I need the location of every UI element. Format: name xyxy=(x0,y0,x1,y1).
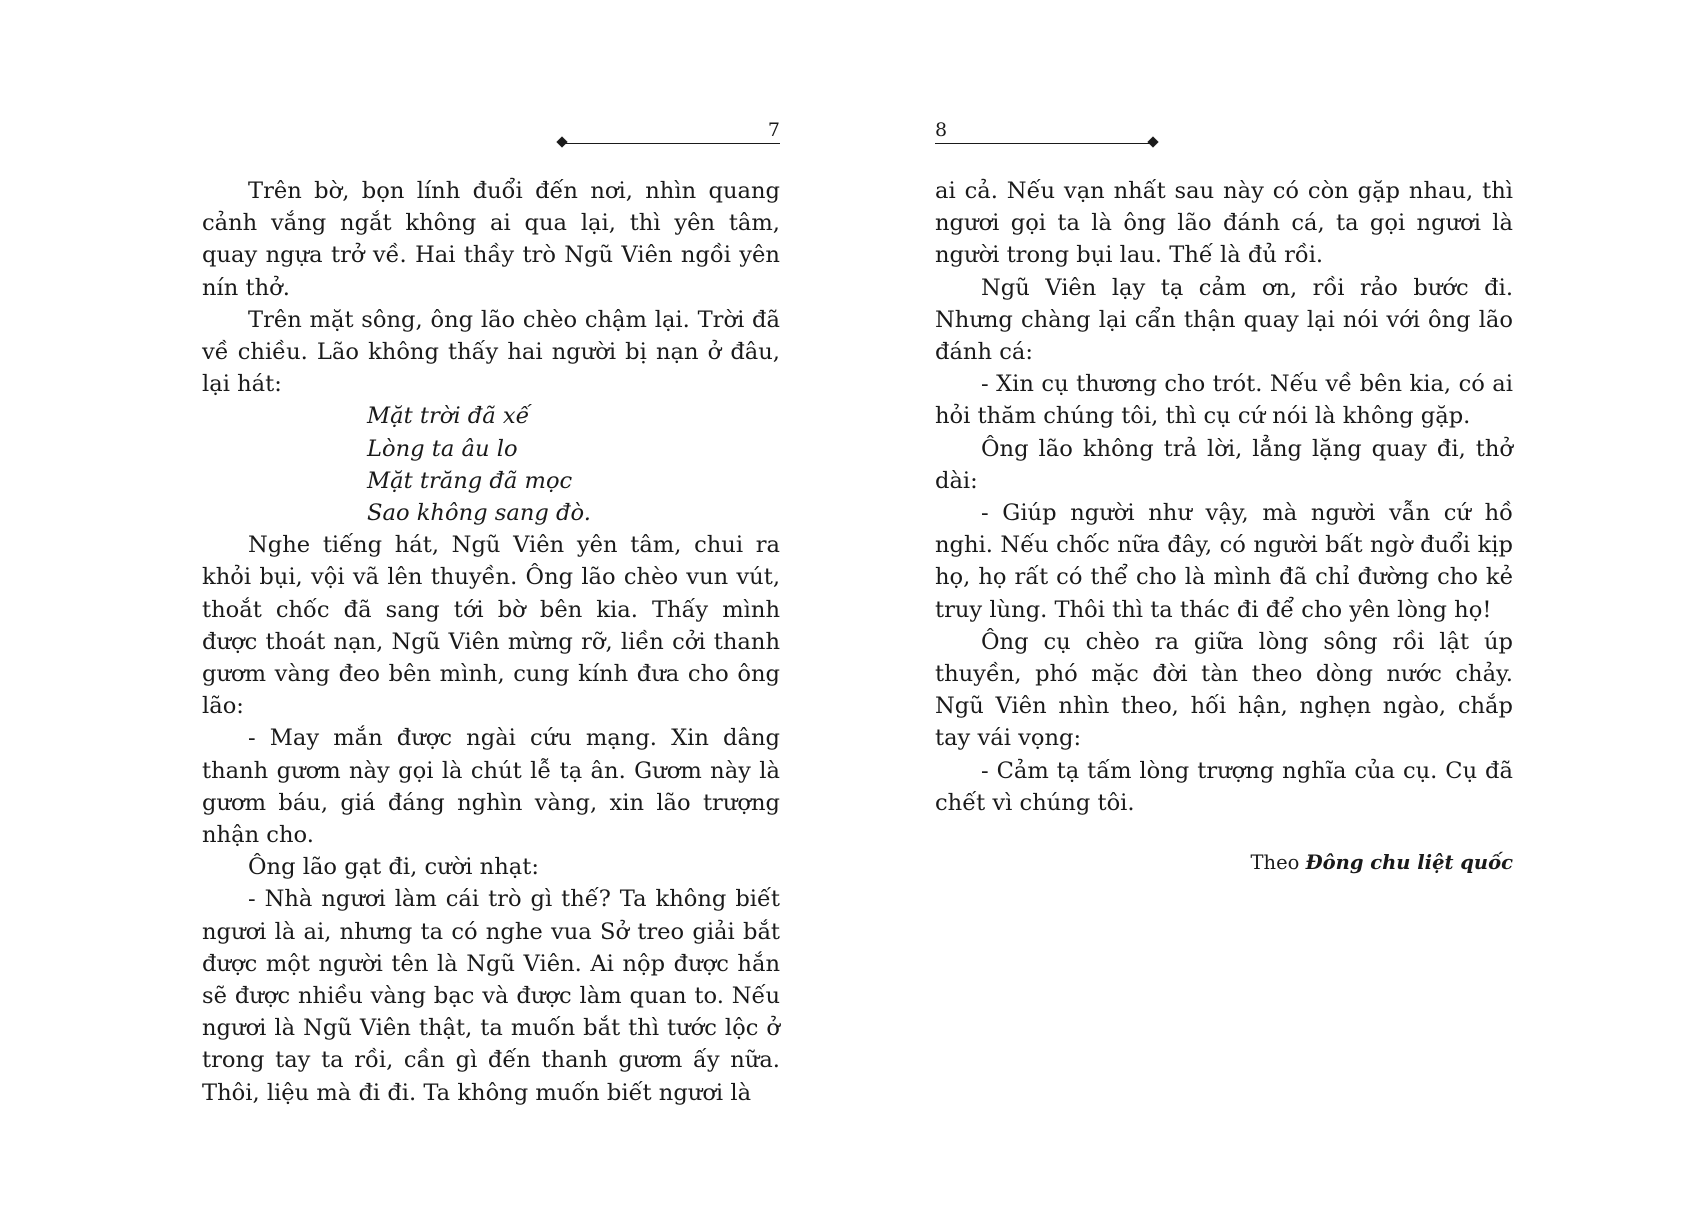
credit-source: Đông chu liệt quốc xyxy=(1305,851,1513,875)
paragraph: Trên bờ, bọn lính đuổi đến nơi, nhìn quang cảnh vắng ngắt không ai qua lại, thì yên tâm, quay ngựa trở về. Hai thầy trò Ngũ Viên ngồi yên nín thở. xyxy=(202,178,780,301)
credit-prefix: Theo xyxy=(1250,851,1300,875)
poem-line: Mặt trăng đã mọc xyxy=(367,467,573,494)
paragraph: Nghe tiếng hát, Ngũ Viên yên tâm, chui ra khỏi bụi, vội vã lên thuyền. Ông lão chèo vun vút, thoắt chốc đã sang tới bờ bên kia. Thấy mình được thoát nạn, Ngũ Viên mừng rỡ, liền cởi thanh gươm vàng đeo bên mình, cung kính đưa cho ông lão: xyxy=(202,532,780,720)
left-page-text xyxy=(202,175,780,1109)
paragraph: Ông cụ chèo ra giữa lòng sông rồi lật úp thuyền, phó mặc đời tàn theo dòng nước chảy. Ngũ Viên nhìn theo, hối hận, nghẹn ngào, chắp tay vái vọng: xyxy=(935,628,1513,752)
header-rule xyxy=(562,143,780,144)
source-credit xyxy=(935,847,1513,879)
diamond-ornament-icon xyxy=(1147,136,1158,147)
paragraph: Ông lão gạt đi, cười nhạt: xyxy=(248,854,539,881)
page-number: 8 xyxy=(935,119,948,141)
paragraph: Ngũ Viên lạy tạ cảm ơn, rồi rảo bước đi. Nhưng chàng lại cẩn thận quay lại nói với ông lão đánh cá: xyxy=(935,274,1513,366)
paragraph: - May mắn được ngài cứu mạng. Xin dâng thanh gươm này gọi là chút lễ tạ ân. Gươm này là gươm báu, giá đáng nghìn vàng, xin lão trượng nhận cho. xyxy=(202,725,780,849)
poem-line: Lòng ta âu lo xyxy=(367,435,518,462)
right-page-text xyxy=(935,175,1513,879)
paragraph: - Cảm tạ tấm lòng trượng nghĩa của cụ. Cụ đã chết vì chúng tôi. xyxy=(935,757,1513,816)
header-rule xyxy=(935,143,1153,144)
poem xyxy=(202,400,780,529)
paragraph: Ông lão không trả lời, lẳng lặng quay đi, thở dài: xyxy=(935,435,1513,494)
paragraph: - Nhà ngươi làm cái trò gì thế? Ta không biết ngươi là ai, nhưng ta có nghe vua Sở treo giải bắt được một người tên là Ngũ Viên. Ai nộp được hắn sẽ được nhiều vàng bạc và được làm quan to. Nếu ngươi là Ngũ Viên thật, ta muốn bắt thì tước lộc ở trong tay ta rồi, cần gì đến thanh gươm ấy nữa. Thôi, liệu mà đi đi. Ta không muốn biết ngươi là xyxy=(202,886,780,1106)
paragraph: Trên mặt sông, ông lão chèo chậm lại. Trời đã về chiều. Lão không thấy hai người bị nạn ở đâu, lại hát: xyxy=(202,306,780,398)
paragraph-continuation: ai cả. Nếu vạn nhất sau này có còn gặp nhau, thì ngươi gọi ta là ông lão đánh cá, ta gọi ngươi là người trong bụi lau. Thế là đủ rồi. xyxy=(935,178,1513,269)
diamond-ornament-icon xyxy=(556,136,567,147)
page-number: 7 xyxy=(767,119,780,141)
paragraph: - Xin cụ thương cho trót. Nếu về bên kia, có ai hỏi thăm chúng tôi, thì cụ cứ nói là không gặp. xyxy=(935,371,1513,430)
poem-line: Mặt trời đã xế xyxy=(367,403,530,430)
poem-line: Sao không sang đò. xyxy=(367,500,591,527)
paragraph: - Giúp người như vậy, mà người vẫn cứ hồ nghi. Nếu chốc nữa đây, có người bất ngờ đuổi kịp họ, họ rất có thể cho là mình đã chỉ đường cho kẻ truy lùng. Thôi thì ta thác đi để cho yên lòng họ! xyxy=(935,500,1513,623)
